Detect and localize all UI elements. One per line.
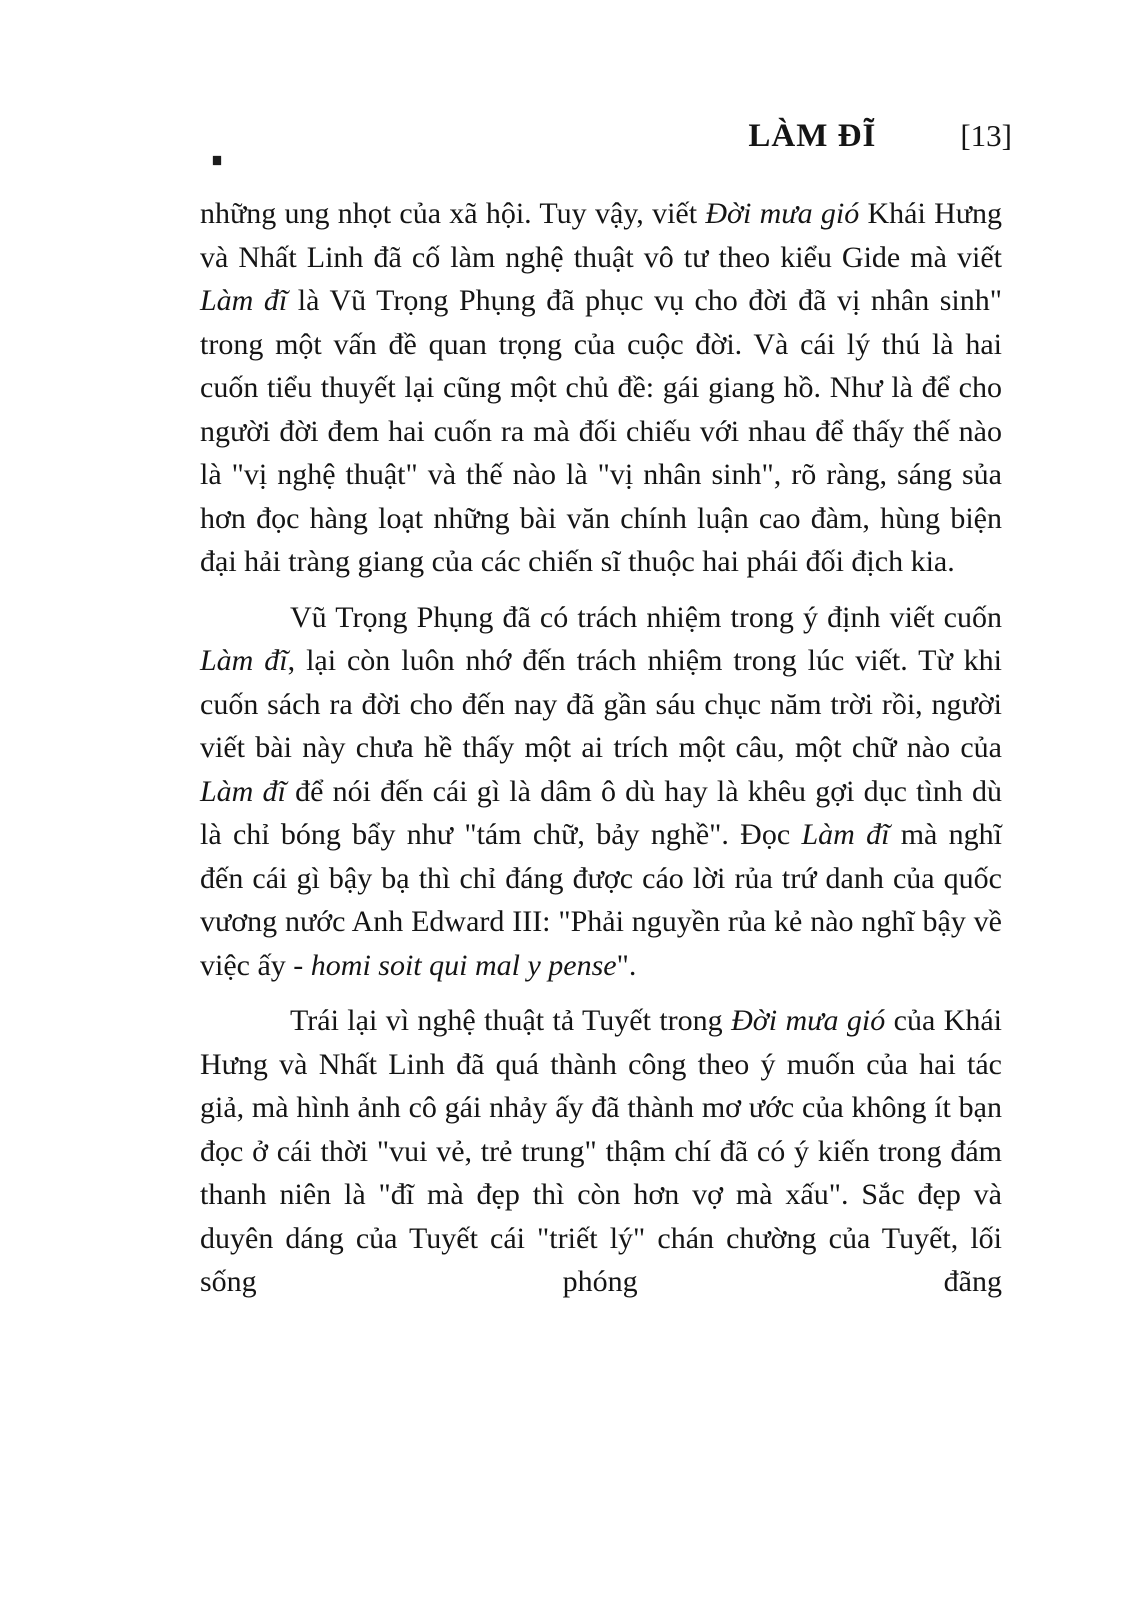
ink-speck-artifact	[213, 156, 221, 165]
page-header	[200, 118, 1012, 155]
italic-text: Đời mưa gió	[731, 1004, 886, 1037]
text-run: để nói đến cái gì là dâm ô dù hay là khêu gợi dục tình dù là chỉ bóng bẩy như "tám chữ, bảy nghề". Đọc	[200, 774, 1002, 851]
paragraph-2	[200, 596, 1002, 988]
body-text	[200, 192, 1002, 1316]
italic-text: Làm đĩ	[801, 818, 890, 851]
italic-text: Đời mưa gió	[705, 197, 860, 230]
text-run: Khái Hưng và Nhất Linh đã cố làm nghệ thuật vô tư theo kiểu Gide mà viết	[200, 197, 1002, 274]
paragraph-3	[200, 999, 1002, 1304]
page-number: [13]	[960, 118, 1012, 153]
text-run: ".	[616, 948, 637, 982]
paragraph-1	[200, 192, 1002, 584]
text-run: Vũ Trọng Phụng đã có trách nhiệm trong ý định viết cuốn	[290, 600, 1002, 634]
italic-text: homi soit qui mal y pense	[310, 948, 617, 982]
italic-text: Làm đĩ	[200, 644, 288, 677]
text-run: , lại còn luôn nhớ đến trách nhiệm trong lúc viết. Từ khi cuốn sách ra đời cho đến nay đã gần sáu chục năm trời rồi, người viết bài này chưa hề thấy một ai trích một câu, một chữ nào của	[200, 644, 1002, 764]
italic-text: Làm đĩ	[200, 284, 288, 317]
text-run: của Khái Hưng và Nhất Linh đã quá thành công theo ý muốn của hai tác giả, mà hình ảnh cô gái nhảy ấy đã thành mơ ước của không ít bạn đọc ở cái thời "vui vẻ, trẻ trung" thậm chí đã có ý kiến trong đám thanh niên là "đĩ mà đẹp thì còn hơn vợ mà xấu". Sắc đẹp và duyên dáng của Tuyết cái "triết lý" chán chường của Tuyết, lối sống phóng đãng	[200, 1004, 1002, 1298]
italic-text: Làm đĩ	[200, 774, 286, 808]
text-run: Trái lại vì nghệ thuật tả Tuyết trong	[290, 1004, 732, 1037]
running-title: LÀM ĐĨ	[748, 118, 877, 154]
text-run: những ung nhọt của xã hội. Tuy vậy, viết	[200, 197, 706, 230]
text-run: mà nghĩ đến cái gì bậy bạ thì chỉ đáng được cáo lời rủa trứ danh của quốc vương nước Anh Edward III: "Phải nguyền rủa kẻ nào nghĩ bậy về việc ấy -	[200, 818, 1002, 982]
text-run: là Vũ Trọng Phụng đã phục vụ cho đời đã vị nhân sinh" trong một vấn đề quan trọng của cuộc đời. Và cái lý thú là hai cuốn tiểu thuyết lại cũng một chủ đề: gái giang hồ. Như là để cho người đời đem hai cuốn ra mà đối chiếu với nhau để thấy thế nào là "vị nghệ thuật" và thế nào là "vị nhân sinh", rõ ràng, sáng sủa hơn đọc hàng loạt những bài văn chính luận cao đàm, hùng biện đại hải tràng giang của các chiến sĩ thuộc hai phái đối địch kia.	[200, 284, 1003, 578]
